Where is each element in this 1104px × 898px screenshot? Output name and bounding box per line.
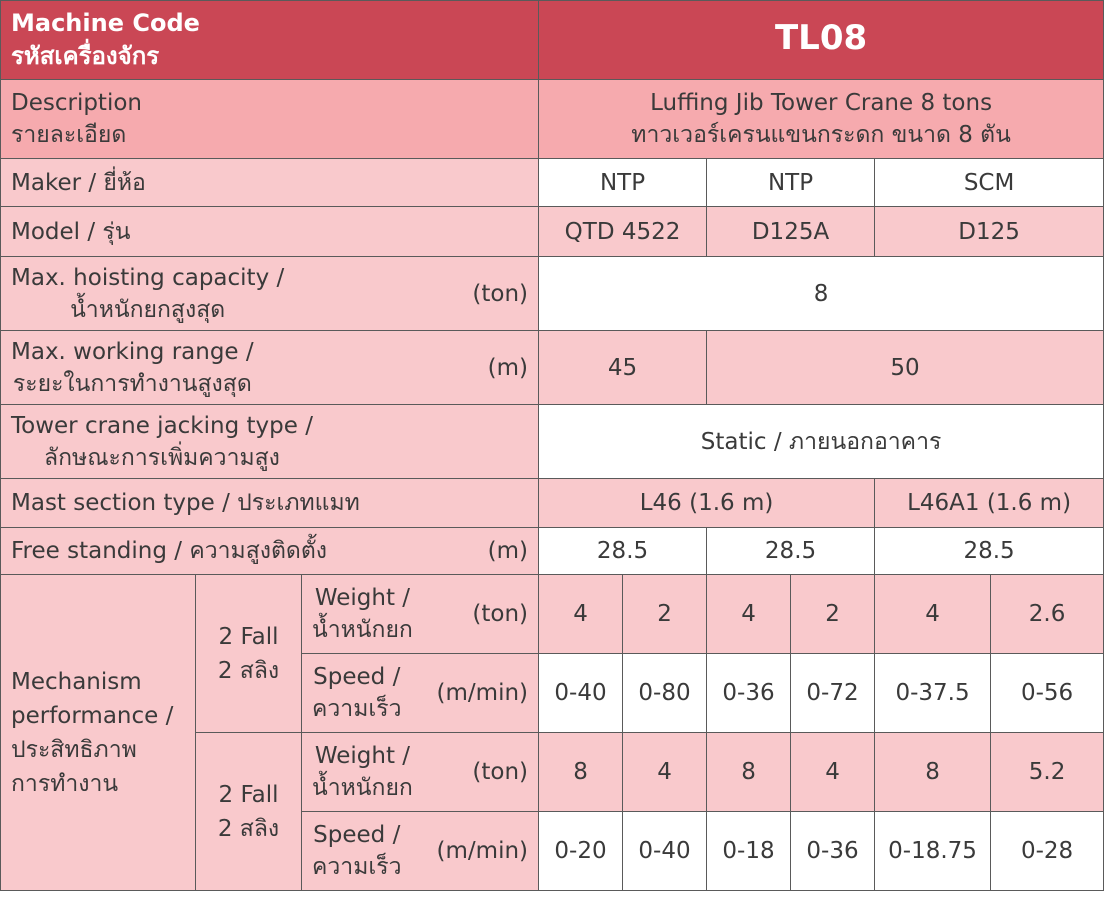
g2-weight-value-6: 5.2 — [991, 733, 1104, 812]
hoisting-value: 8 — [539, 257, 1104, 331]
description-value-cell — [539, 80, 1104, 159]
maker-label: Maker / ยี่ห้อ — [11, 169, 146, 196]
maker-row — [1, 159, 1104, 207]
mast-label: Mast section type / ประเภทแมท — [11, 490, 360, 516]
free-standing-value-3: 28.5 — [875, 528, 1104, 575]
working-range-value-1: 45 — [539, 331, 707, 405]
jacking-label-cell — [1, 405, 539, 479]
model-label-cell — [1, 207, 539, 257]
g2-weight-value-2: 4 — [623, 733, 707, 812]
description-label-cell — [1, 80, 539, 159]
hoisting-row — [1, 257, 1104, 331]
free-standing-value-1: 28.5 — [539, 528, 707, 575]
model-row — [1, 207, 1104, 257]
fall-group-2-cell — [196, 733, 302, 891]
g2-speed-value-4: 0-36 — [791, 812, 875, 891]
g1-speed-label-en: Speed / — [313, 664, 401, 690]
maker-label-cell — [1, 159, 539, 207]
mast-value-1: L46 (1.6 m) — [539, 479, 875, 528]
machine-code-value: TL08 — [774, 18, 868, 58]
model-value-3: D125 — [875, 207, 1104, 257]
g1-speed-value-3: 0-36 — [707, 654, 791, 733]
g2-speed-label-cell — [302, 812, 539, 891]
g1-weight-value-1: 4 — [539, 575, 623, 654]
jacking-label-th: ลักษณะการเพิ่มความสูง — [44, 444, 280, 471]
g2-speed-label-en: Speed / — [313, 822, 401, 848]
mechanism-label-line-2: performance / — [11, 702, 174, 729]
maker-value-3: SCM — [875, 159, 1104, 207]
g2-weight-label-cell — [302, 733, 539, 812]
g1-weight-unit: (ton) — [472, 601, 529, 627]
fall-group-1-cell — [196, 575, 302, 733]
description-value-en: Luffing Jib Tower Crane 8 tons — [650, 90, 993, 116]
g1-speed-value-1: 0-40 — [539, 654, 623, 733]
free-standing-label: Free standing / ความสูงติดตั้ง — [11, 538, 328, 564]
g2-speed-value-2: 0-40 — [623, 812, 707, 891]
machine-code-label-cell — [1, 1, 539, 80]
g1-weight-value-4: 2 — [791, 575, 875, 654]
model-value-2: D125A — [707, 207, 875, 257]
g1-speed-label-th: ความเร็ว — [312, 696, 402, 722]
g2-speed-unit: (m/min) — [436, 838, 529, 864]
model-label: Model / รุ่น — [11, 218, 131, 245]
mechanism-label-line-3: ประสิทธิภาพ — [11, 736, 137, 763]
mast-label-cell — [1, 479, 539, 528]
g2-speed-value-1: 0-20 — [539, 812, 623, 891]
fall-group-1-th: 2 สลิง — [217, 657, 280, 684]
mechanism-label-line-4: การทำงาน — [11, 770, 119, 797]
g2-speed-value-5: 0-18.75 — [875, 812, 991, 891]
description-row — [1, 80, 1104, 159]
fall-group-1-en: 2 Fall — [218, 623, 279, 650]
g1-speed-value-6: 0-56 — [991, 654, 1104, 733]
maker-value-1: NTP — [539, 159, 707, 207]
working-range-row — [1, 331, 1104, 405]
jacking-value: Static / ภายนอกอาคาร — [539, 405, 1104, 479]
g2-weight-unit: (ton) — [472, 759, 529, 785]
fall-group-2-th: 2 สลิง — [217, 815, 280, 842]
fall-group-2-en: 2 Fall — [218, 781, 279, 808]
g2-speed-label-th: ความเร็ว — [312, 854, 402, 880]
working-range-label-cell — [1, 331, 539, 405]
working-range-label-th: ระยะในการทำงานสูงสุด — [12, 370, 252, 397]
free-standing-unit: (m) — [487, 538, 529, 564]
g2-weight-label-th: น้ำหนักยก — [312, 775, 413, 801]
g2-weight-value-4: 4 — [791, 733, 875, 812]
working-range-value-2: 50 — [707, 331, 1104, 405]
g2-speed-value-3: 0-18 — [707, 812, 791, 891]
g1-weight-value-5: 4 — [875, 575, 991, 654]
mechanism-label-line-1: Mechanism — [11, 668, 142, 695]
free-standing-label-cell — [1, 528, 539, 575]
header-row — [1, 1, 1104, 80]
description-label-th: รายละเอียด — [11, 122, 127, 148]
g1-weight-value-2: 2 — [623, 575, 707, 654]
g1-speed-value-4: 0-72 — [791, 654, 875, 733]
g1-weight-label-th: น้ำหนักยก — [312, 617, 413, 643]
working-range-label-en: Max. working range / — [11, 338, 254, 365]
g1-speed-value-2: 0-80 — [623, 654, 707, 733]
g2-weight-value-3: 8 — [707, 733, 791, 812]
mast-value-2: L46A1 (1.6 m) — [875, 479, 1104, 528]
jacking-row — [1, 405, 1104, 479]
machine-code-value-cell — [539, 1, 1104, 80]
g1-weight-value-3: 4 — [707, 575, 791, 654]
g2-weight-value-5: 8 — [875, 733, 991, 812]
g1-speed-unit: (m/min) — [436, 680, 529, 706]
g1-weight-label-en: Weight / — [314, 585, 411, 611]
hoisting-label-en: Max. hoisting capacity / — [11, 264, 285, 291]
hoisting-label-cell — [1, 257, 539, 331]
mast-row — [1, 479, 1104, 528]
model-value-1: QTD 4522 — [539, 207, 707, 257]
g1-speed-label-cell — [302, 654, 539, 733]
g2-speed-value-6: 0-28 — [991, 812, 1104, 891]
jacking-label-en: Tower crane jacking type / — [11, 412, 313, 439]
maker-value-2: NTP — [707, 159, 875, 207]
g2-weight-label-en: Weight / — [314, 743, 411, 769]
machine-code-label-en: Machine Code — [11, 9, 200, 37]
description-label-en: Description — [11, 90, 142, 116]
hoisting-label-th: น้ำหนักยกสูงสุด — [70, 296, 226, 323]
machine-code-label-th: รหัสเครื่องจักร — [11, 42, 160, 70]
working-range-unit: (m) — [487, 354, 529, 381]
mechanism-g1-weight-row — [1, 575, 1104, 654]
g1-weight-value-6: 2.6 — [991, 575, 1104, 654]
free-standing-row — [1, 528, 1104, 575]
hoisting-unit: (ton) — [472, 280, 529, 307]
g2-weight-value-1: 8 — [539, 733, 623, 812]
free-standing-value-2: 28.5 — [707, 528, 875, 575]
description-value-th: ทาวเวอร์เครนแขนกระดก ขนาด 8 ตัน — [631, 122, 1011, 148]
g1-weight-label-cell — [302, 575, 539, 654]
mechanism-label-cell — [1, 575, 196, 891]
g1-speed-value-5: 0-37.5 — [875, 654, 991, 733]
